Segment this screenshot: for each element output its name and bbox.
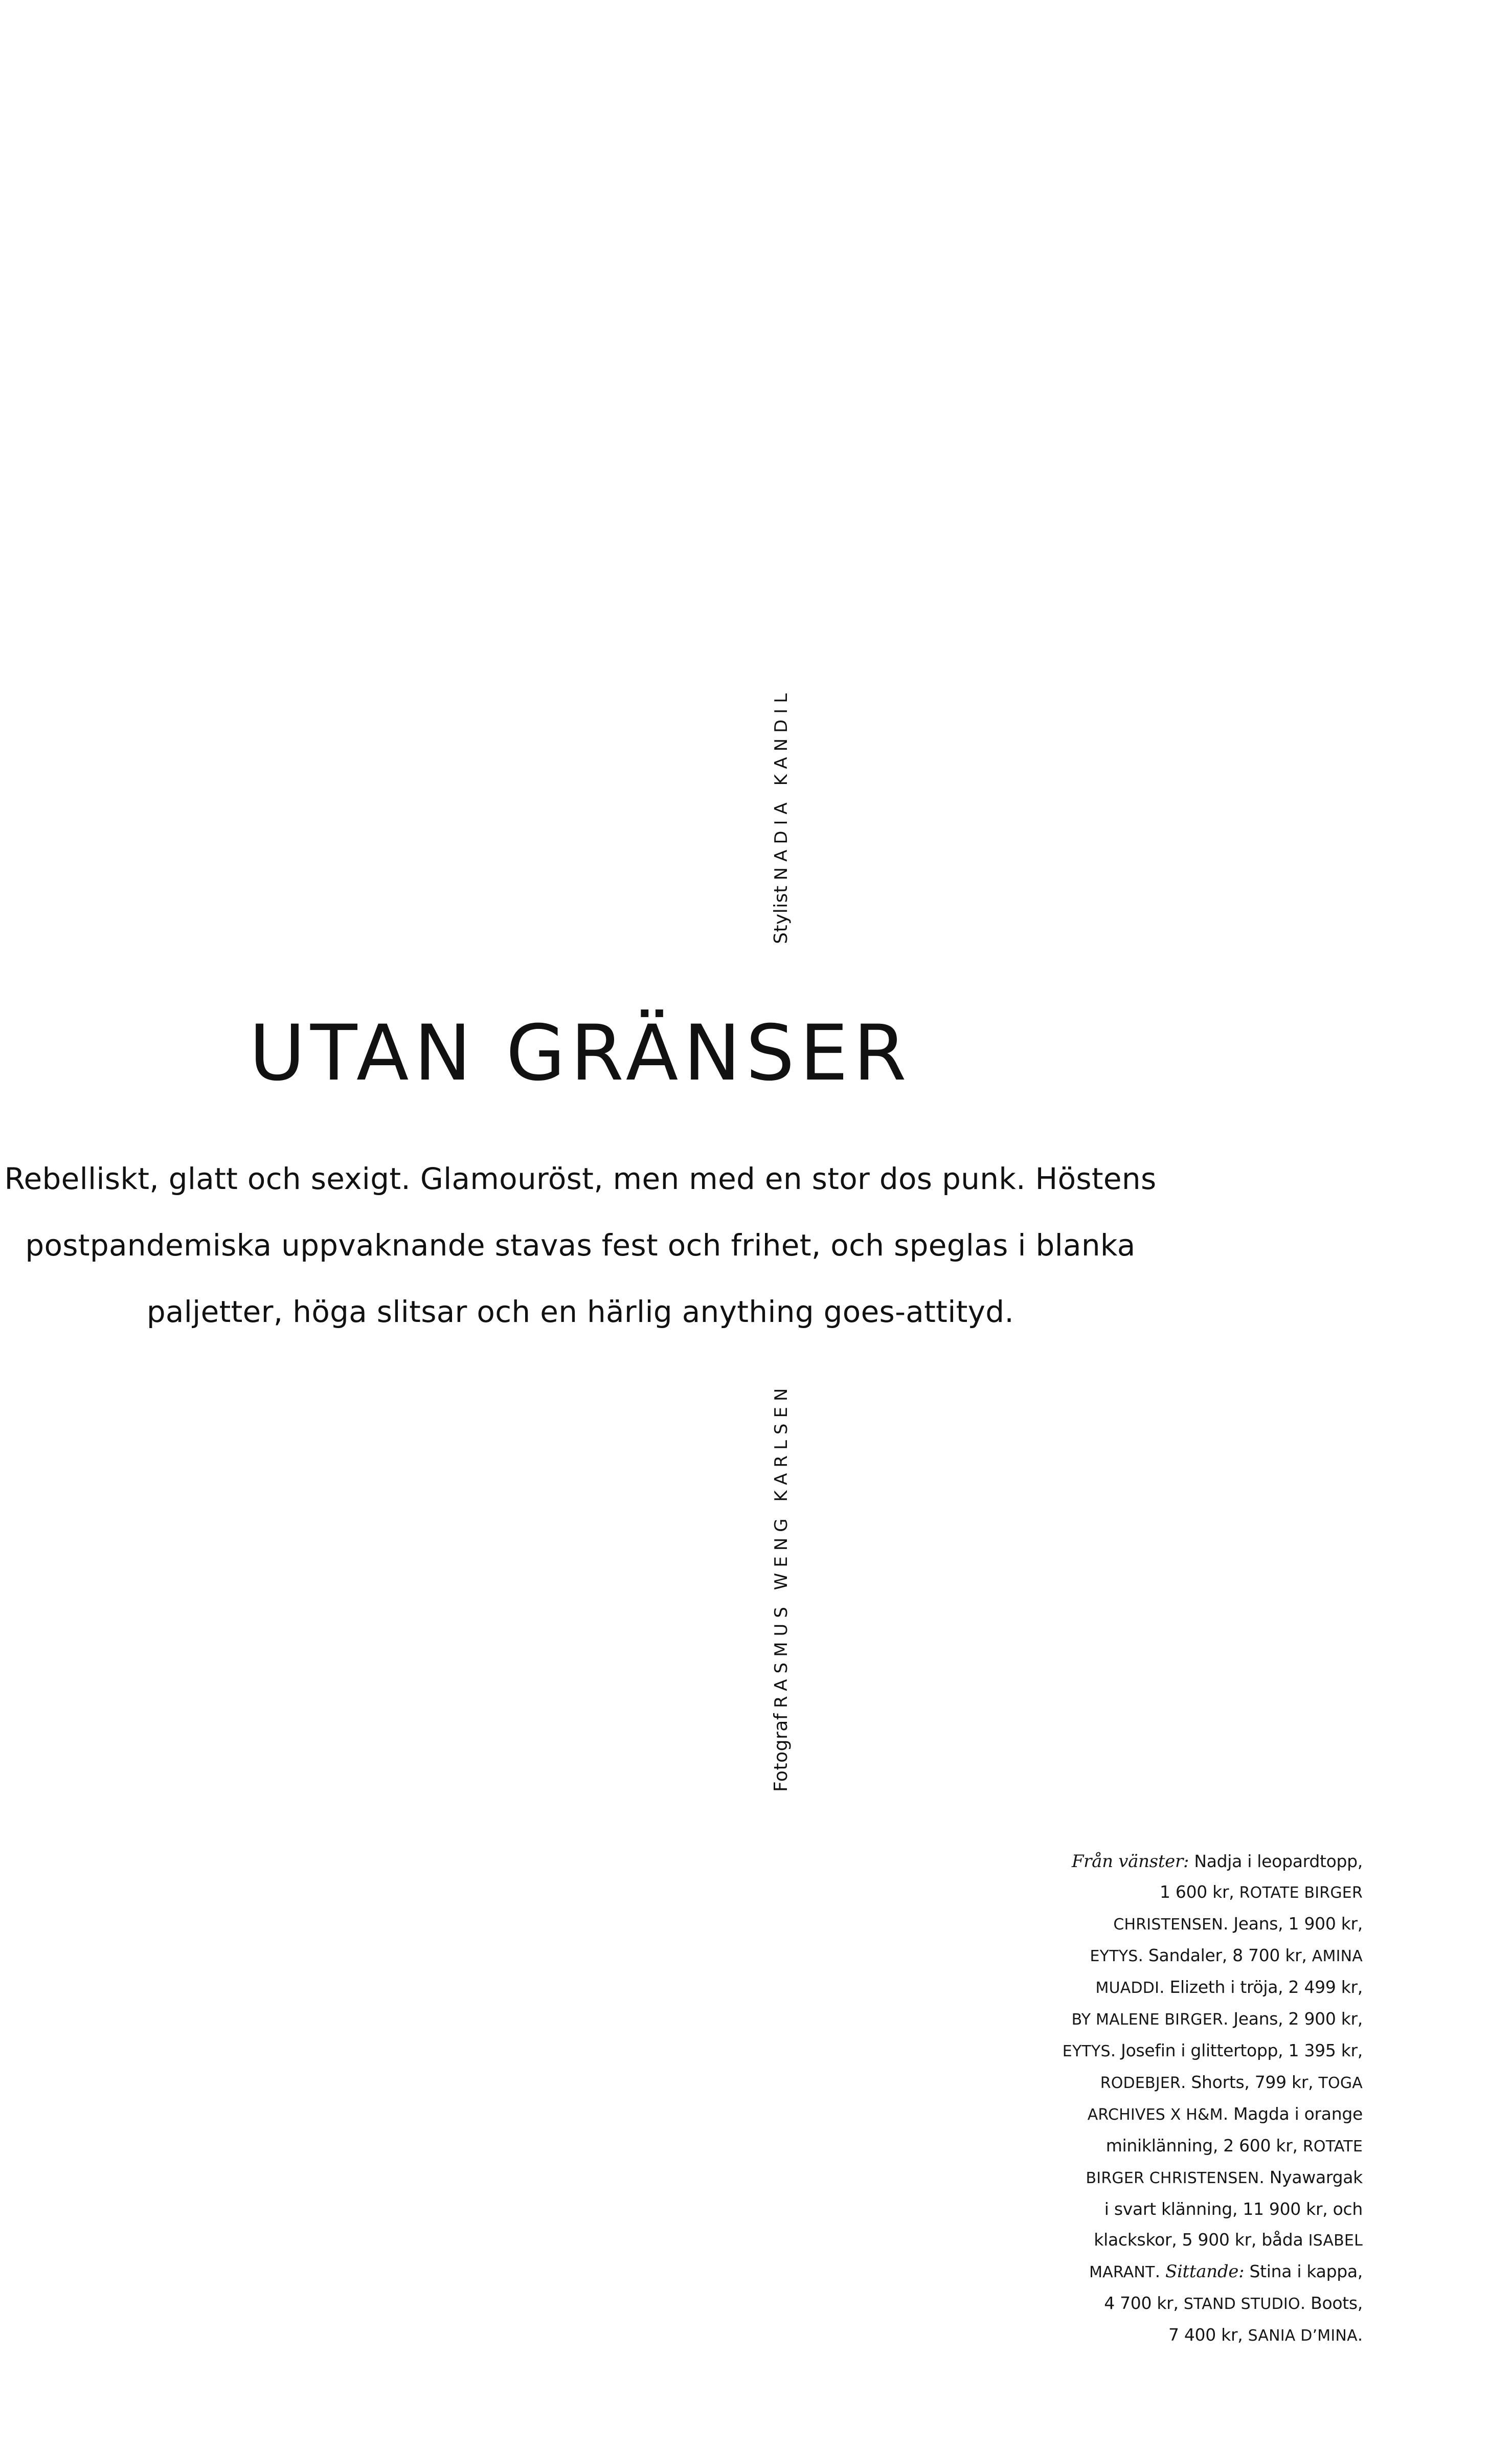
caption-text: . Elizeth i tröja, 2 499 kr, bbox=[1159, 1977, 1363, 1997]
caption-brand: BIRGER CHRISTENSEN bbox=[1086, 2169, 1259, 2187]
caption-brand: CHRISTENSEN bbox=[1113, 1916, 1223, 1934]
caption-line bbox=[1005, 2035, 1363, 2067]
caption-brand: MARANT bbox=[1089, 2263, 1155, 2281]
caption-text: . Shorts, 799 kr, bbox=[1181, 2072, 1319, 2092]
caption-brand: AMINA bbox=[1312, 1947, 1363, 1965]
lede-line: Rebelliskt, glatt och sexigt. Glamouröst, men med en stor dos punk. Höstens bbox=[4, 1161, 1157, 1196]
caption-brand: ISABEL bbox=[1308, 2232, 1363, 2250]
caption-line bbox=[1005, 1877, 1363, 1909]
photo-caption bbox=[1005, 1846, 1363, 2351]
caption-text: . Jeans, 1 900 kr, bbox=[1223, 1914, 1363, 1934]
caption-brand: RODEBJER bbox=[1100, 2074, 1181, 2092]
caption-brand: ARCHIVES X H&M bbox=[1087, 2106, 1223, 2124]
caption-line bbox=[1005, 1909, 1363, 1940]
caption-text: . Nyawargak bbox=[1259, 2167, 1363, 2187]
caption-line bbox=[1005, 2320, 1363, 2351]
caption-line bbox=[1005, 2130, 1363, 2162]
lede-line: paljetter, höga slitsar och en härlig anything goes-attityd. bbox=[146, 1294, 1014, 1329]
caption-lead-in: Från vänster: bbox=[1071, 1851, 1189, 1872]
caption-line bbox=[1005, 2162, 1363, 2194]
caption-text: . Jeans, 2 900 kr, bbox=[1223, 2009, 1363, 2029]
caption-text: klackskor, 5 900 kr, båda bbox=[1094, 2230, 1308, 2250]
stylist-name: NADIA KANDIL bbox=[771, 687, 792, 881]
caption-text: . Boots, bbox=[1300, 2293, 1363, 2313]
caption-brand: BY MALENE BIRGER bbox=[1071, 2011, 1223, 2029]
caption-brand: MUADDI bbox=[1095, 1979, 1160, 1997]
article-title: UTAN GRÄNSER bbox=[249, 1009, 912, 1098]
caption-line bbox=[1005, 1846, 1363, 1877]
caption-text: Stina i kappa, bbox=[1244, 2261, 1363, 2281]
caption-line bbox=[1005, 2225, 1363, 2256]
caption-brand: ROTATE BIRGER bbox=[1239, 1884, 1363, 1902]
caption-line bbox=[1005, 2194, 1363, 2225]
caption-text: . Magda i orange bbox=[1223, 2104, 1363, 2124]
caption-brand: SANIA D’MINA bbox=[1248, 2327, 1358, 2345]
caption-text: . bbox=[1357, 2325, 1363, 2345]
stylist-credit bbox=[772, 688, 791, 944]
caption-text: Nadja i leopardtopp, bbox=[1189, 1851, 1363, 1871]
stylist-role-label: Stylist bbox=[771, 885, 792, 944]
caption-line bbox=[1005, 2099, 1363, 2130]
caption-brand: STAND STUDIO bbox=[1183, 2295, 1300, 2313]
caption-line bbox=[1005, 2256, 1363, 2288]
photographer-name: RASMUS WENG KARLSEN bbox=[771, 1382, 792, 1709]
caption-line bbox=[1005, 1972, 1363, 2004]
caption-text: . bbox=[1155, 2261, 1165, 2281]
lede-line: postpandemiska uppvaknande stavas fest och frihet, och speglas i blanka bbox=[25, 1228, 1136, 1263]
caption-brand: ROTATE bbox=[1302, 2138, 1363, 2156]
caption-text: i svart klänning, 11 900 kr, och bbox=[1104, 2199, 1363, 2219]
caption-line bbox=[1005, 2004, 1363, 2035]
caption-text: 4 700 kr, bbox=[1104, 2293, 1184, 2313]
caption-line bbox=[1005, 2067, 1363, 2099]
caption-text: miniklänning, 2 600 kr, bbox=[1105, 2136, 1303, 2156]
caption-text: 7 400 kr, bbox=[1168, 2325, 1248, 2345]
caption-brand: EYTYS bbox=[1090, 1947, 1138, 1965]
photographer-role-label: Fotograf bbox=[771, 1713, 792, 1792]
article-lede bbox=[0, 1146, 1161, 1345]
caption-text: 1 600 kr, bbox=[1159, 1882, 1239, 1902]
caption-line bbox=[1005, 2288, 1363, 2320]
caption-line bbox=[1005, 1940, 1363, 1972]
caption-brand: EYTYS bbox=[1062, 2042, 1111, 2060]
caption-text: . Josefin i glittertopp, 1 395 kr, bbox=[1110, 2040, 1363, 2060]
caption-lead-in: Sittande: bbox=[1165, 2261, 1245, 2282]
caption-text: . Sandaler, 8 700 kr, bbox=[1138, 1945, 1312, 1965]
caption-brand: TOGA bbox=[1318, 2074, 1363, 2092]
photographer-credit bbox=[772, 1383, 791, 1792]
